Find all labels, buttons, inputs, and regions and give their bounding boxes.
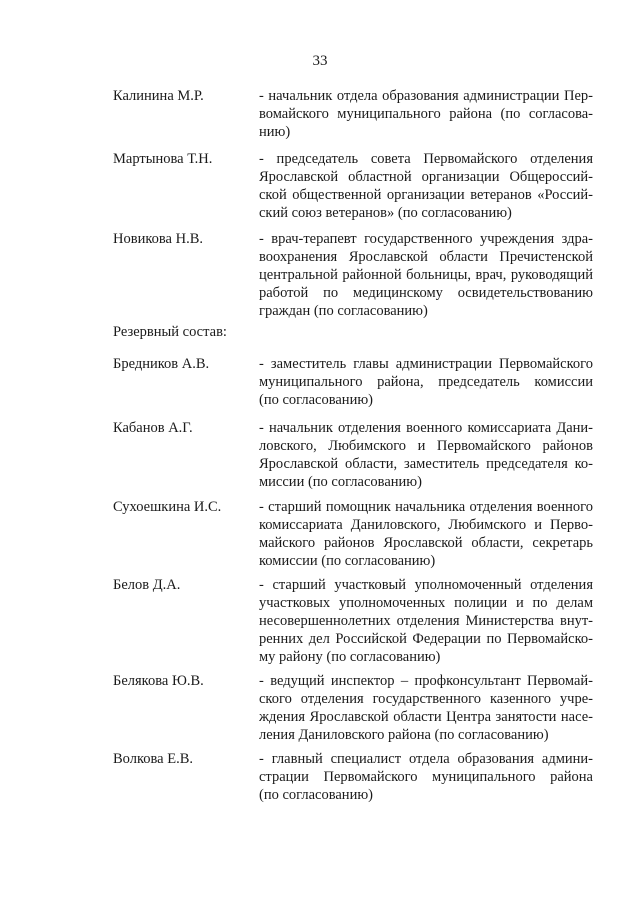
description-line: ский союз ветеранов» (по согласованию) <box>259 205 512 221</box>
description-line: - главный специалист отдела образования админи- <box>259 751 593 767</box>
member-description <box>259 87 593 141</box>
description-line: (по согласованию) <box>259 392 373 408</box>
member-name: Калинина М.Р. <box>113 88 204 104</box>
reserve-section-label: Резервный состав: <box>113 324 227 340</box>
description-line: - председатель совета Первомайского отделения <box>259 151 593 167</box>
description-line: - врач-терапевт государственного учреждения здра- <box>259 231 593 247</box>
description-line: му району (по согласованию) <box>259 649 441 665</box>
description-line: работой по медицинскому освидетельствованию <box>259 285 593 301</box>
description-line: Ярославской областной организации Общероссий- <box>259 169 593 185</box>
member-name: Кабанов А.Г. <box>113 420 193 436</box>
member-name: Белякова Ю.В. <box>113 673 204 689</box>
member-name: Мартынова Т.Н. <box>113 151 213 167</box>
member-description <box>259 150 593 222</box>
description-line: ловского, Любимского и Первомайского районов <box>259 438 593 454</box>
description-line: граждан (по согласованию) <box>259 303 428 319</box>
description-line: - начальник отделения военного комиссариата Дани- <box>259 420 593 436</box>
member-description <box>259 498 593 570</box>
description-line: (по согласованию) <box>259 787 373 803</box>
description-line: Ярославской области, заместитель председателя ко- <box>259 456 593 472</box>
member-name: Волкова Е.В. <box>113 751 194 767</box>
member-name: Белов Д.А. <box>113 577 181 593</box>
description-line: участковых уполномоченных полиции и по делам <box>259 595 593 611</box>
description-line: ждения Ярославской области Центра занятости насе- <box>259 709 593 725</box>
member-description <box>259 230 593 320</box>
member-name: Сухоешкина И.С. <box>113 499 222 515</box>
description-line: майского районов Ярославской области, секретарь <box>259 535 593 551</box>
member-description <box>259 672 593 744</box>
description-line: ской общественной организации ветеранов «Россий- <box>259 187 593 203</box>
member-description <box>259 419 593 491</box>
member-description <box>259 750 593 804</box>
description-line: - старший участковый уполномоченный отделения <box>259 577 593 593</box>
description-line: - начальник отдела образования администрации Пер- <box>259 88 593 104</box>
description-line: - заместитель главы администрации Первомайского <box>259 356 593 372</box>
description-line: несовершеннолетних отделения Министерства внут- <box>259 613 593 629</box>
page-number: 33 <box>312 53 328 69</box>
member-description <box>259 576 593 666</box>
description-line: ренних дел Российской Федерации по Первомайско- <box>259 631 593 647</box>
member-name: Новикова Н.В. <box>113 231 203 247</box>
description-line: вомайского муниципального района (по согласова- <box>259 106 593 122</box>
description-line: центральной районной больницы, врач, руководящий <box>259 267 593 283</box>
description-line: воохранения Ярославской области Пречистенской <box>259 249 593 265</box>
description-line: миссии (по согласованию) <box>259 474 422 490</box>
description-line: комиссариата Даниловского, Любимского и Перво- <box>259 517 593 533</box>
member-name: Бредников А.В. <box>113 356 210 372</box>
description-line: ского отделения государственного казенного учре- <box>259 691 593 707</box>
member-description <box>259 355 593 409</box>
description-line: нию) <box>259 124 291 140</box>
description-line: комиссии (по согласованию) <box>259 553 436 569</box>
description-line: страции Первомайского муниципального района <box>259 769 593 785</box>
description-line: - ведущий инспектор – профконсультант Первомай- <box>259 673 593 689</box>
description-line: - старший помощник начальника отделения военного <box>259 499 593 515</box>
description-line: ления Даниловского района (по согласованию) <box>259 727 549 743</box>
description-line: муниципального района, председатель комиссии <box>259 374 593 390</box>
